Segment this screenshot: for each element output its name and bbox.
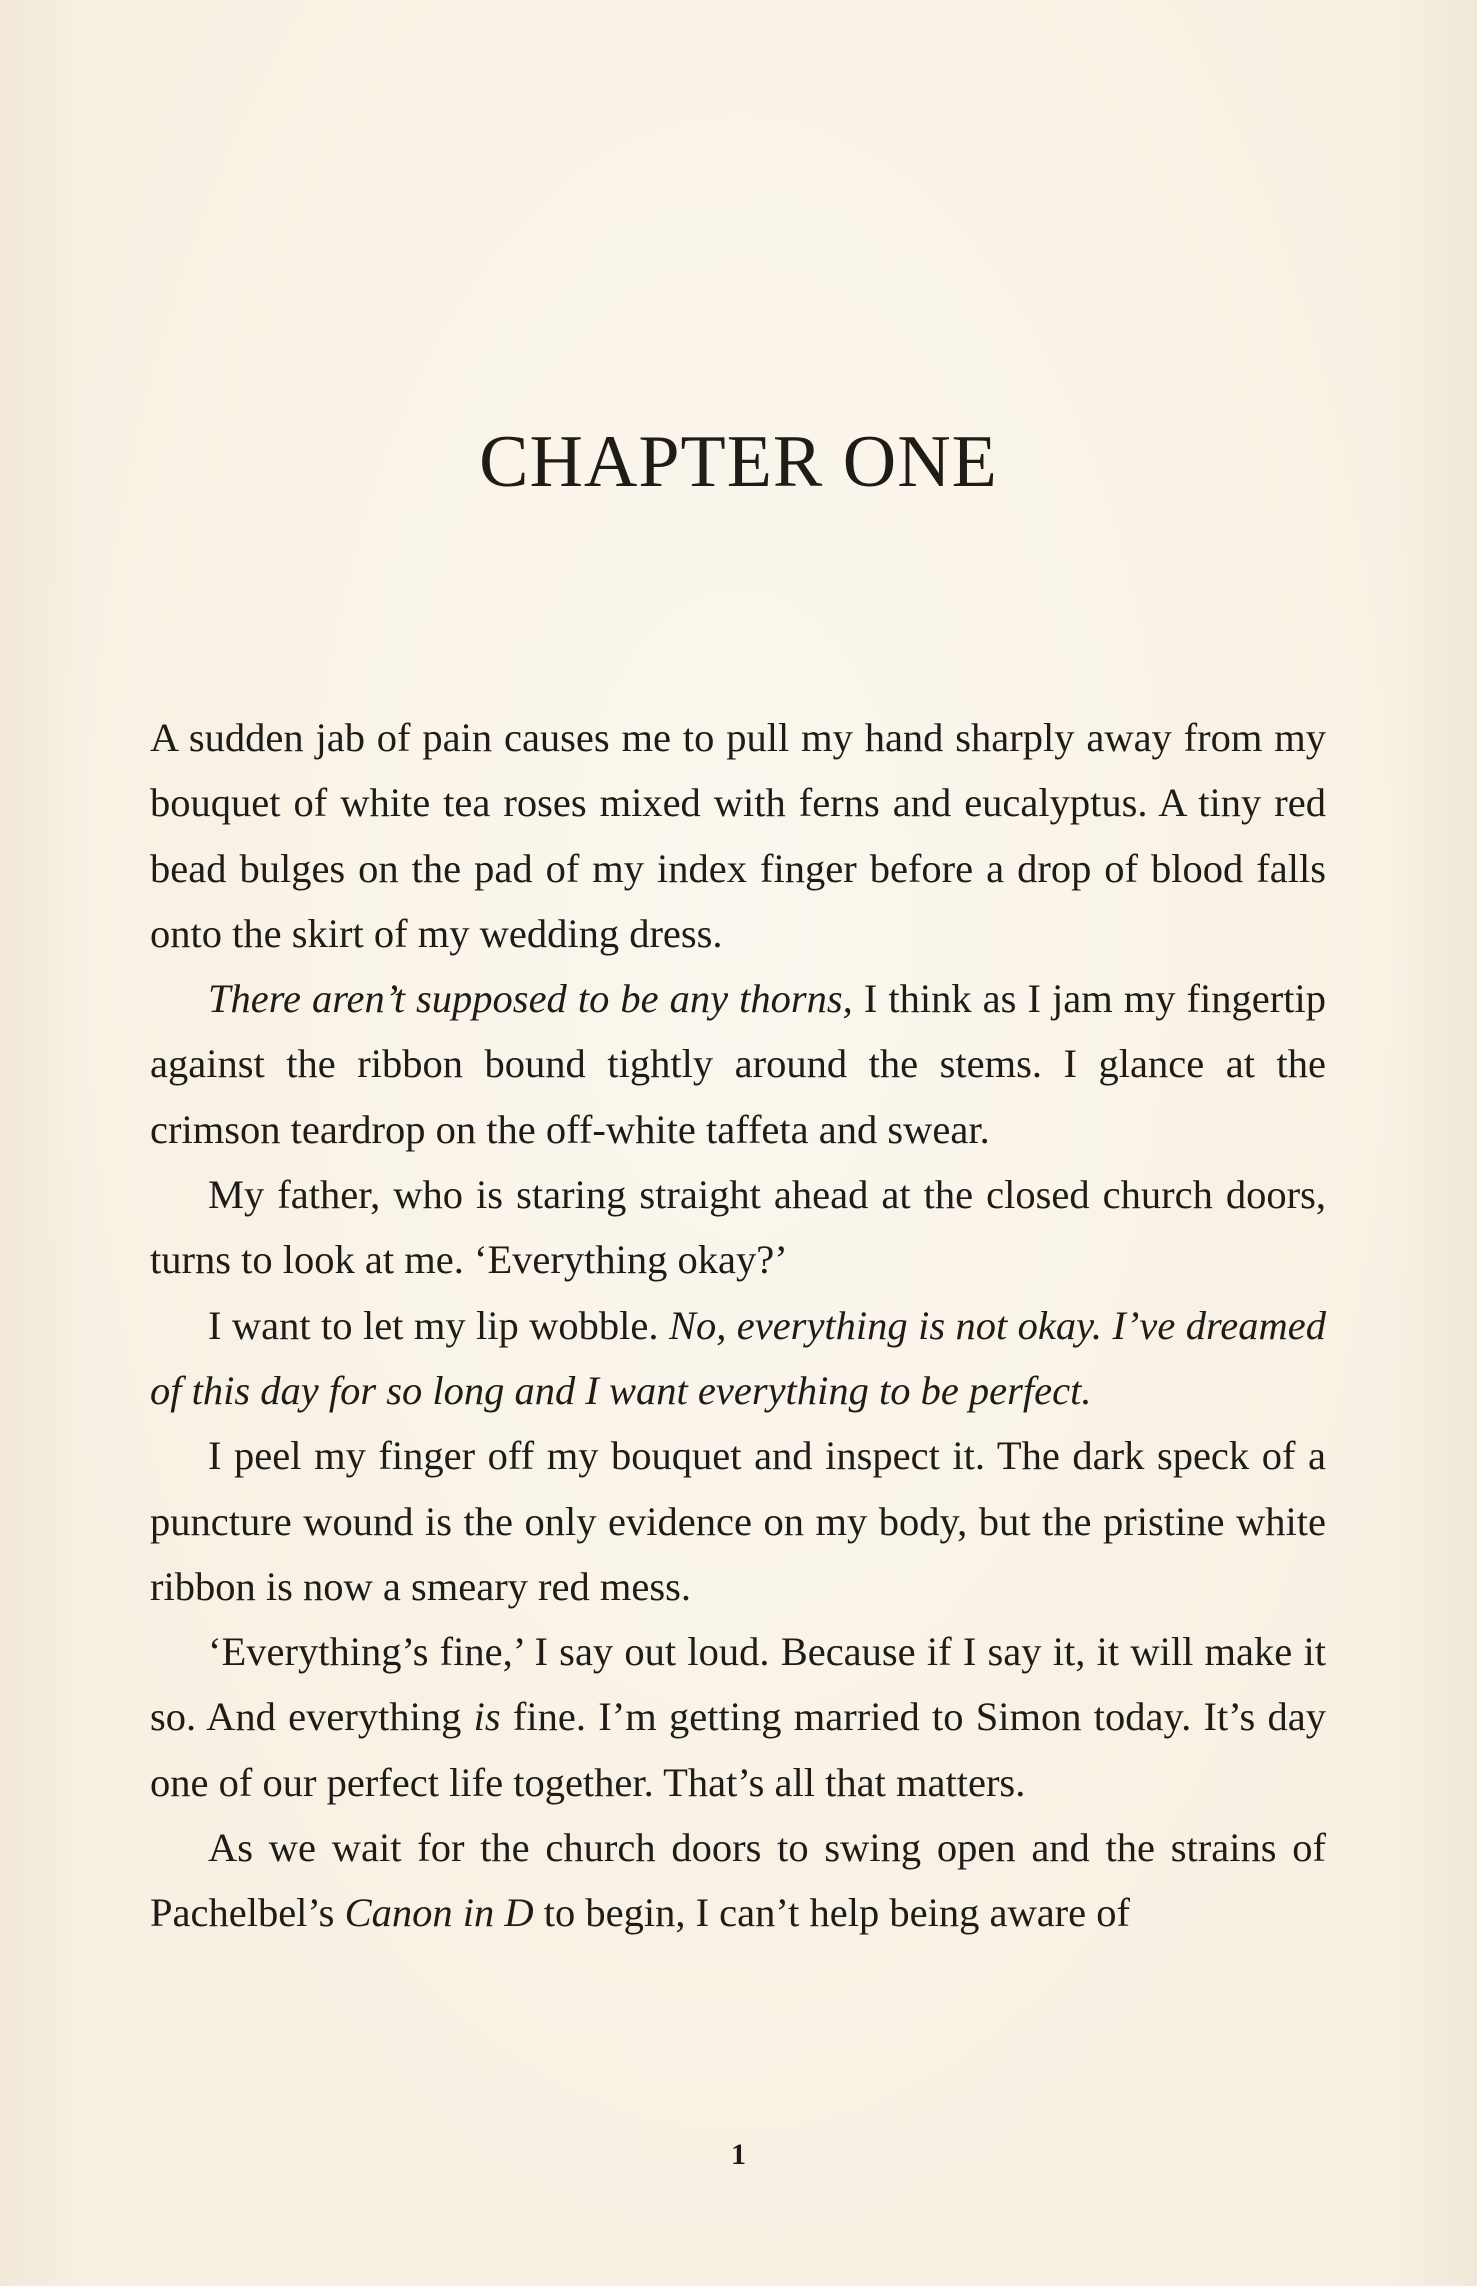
text-run: ‘Everything’s fine,’ I say out loud. Because if I say it, it will make it so. And everything: [150, 1629, 1326, 1740]
text-run: A sudden jab of pain causes me to pull my hand sharply away from my bouquet of white tea roses mixed with ferns and eucalyptus. A tiny red bead bulges on the pad of my index finger before a drop of blood falls onto the skirt of my wedding dress.: [150, 715, 1326, 956]
chapter-title: CHAPTER ONE: [479, 421, 998, 503]
text-run: fine. I’m getting married to Simon today. It’s day one of our perfect life together. That’s all that matters.: [150, 1694, 1326, 1805]
text-run: My father, who is staring straight ahead at the closed church doors, turns to look at me. ‘Everything okay?’: [150, 1172, 1326, 1283]
italic-run: There aren’t supposed to be any thorns,: [208, 976, 853, 1022]
chapter-body: [150, 705, 1326, 1946]
text-run: I want to let my lip wobble.: [208, 1302, 669, 1348]
paragraph: [150, 1293, 1326, 1424]
paragraph: [150, 1815, 1326, 1946]
text-run: I think as I jam my fingertip against the ribbon bound tightly around the stems. I glance at the crimson teardrop on the off-white taffeta and swear.: [150, 976, 1326, 1152]
paragraph: [150, 966, 1326, 1162]
italic-run: is: [473, 1694, 501, 1740]
page-number: 1: [731, 2138, 746, 2171]
paragraph: [150, 705, 1326, 966]
italic-run: No, everything is not okay. I’ve dreamed of this day for so long and I want everything to be perfect.: [150, 1302, 1326, 1413]
paragraph: [150, 1423, 1326, 1619]
text-run: to begin, I can’t help being aware of: [533, 1890, 1130, 1936]
paragraph: [150, 1619, 1326, 1815]
paragraph: [150, 1162, 1326, 1293]
italic-run: Canon in D: [344, 1890, 534, 1936]
text-run: I peel my finger off my bouquet and inspect it. The dark speck of a puncture wound is the only evidence on my body, but the pristine white ribbon is now a smeary red mess.: [150, 1433, 1326, 1609]
text-run: As we wait for the church doors to swing open and the strains of Pachelbel’s: [150, 1825, 1326, 1936]
